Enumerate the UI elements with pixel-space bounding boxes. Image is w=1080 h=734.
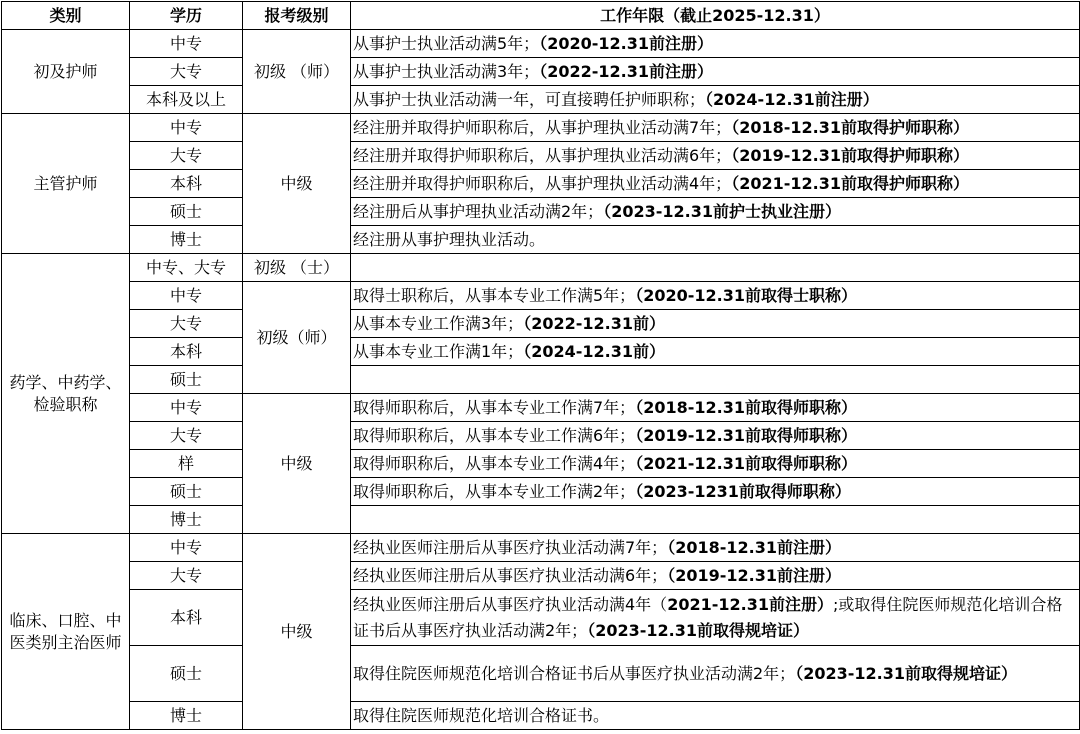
education-cell: 博士 (130, 506, 243, 534)
category-cell: 药学、中药学、检验职称 (2, 254, 130, 534)
table-row (2, 282, 1080, 310)
header-category: 类别 (2, 2, 130, 30)
table-row (2, 506, 1080, 534)
table-row (2, 450, 1080, 478)
category-cell: 临床、口腔、中医类别主治医师 (2, 534, 130, 730)
table-row (2, 170, 1080, 198)
requirement-cell (351, 506, 1080, 534)
education-cell: 中专 (130, 534, 243, 562)
table-row (2, 590, 1080, 646)
level-cell: 中级 (243, 534, 351, 730)
education-cell: 博士 (130, 702, 243, 730)
table-row (2, 198, 1080, 226)
header-level: 报考级别 (243, 2, 351, 30)
requirement-cell: 经注册后从事护理执业活动满2年；（2023-12.31前护士执业注册） (351, 198, 1080, 226)
requirement-cell: 取得住院医师规范化培训合格证书。 (351, 702, 1080, 730)
education-cell: 中专 (130, 114, 243, 142)
level-cell: 中级 (243, 114, 351, 254)
table-row (2, 562, 1080, 590)
header-row (2, 2, 1080, 30)
level-cell: 初级 （士） (243, 254, 351, 282)
table-row (2, 254, 1080, 282)
requirement-cell: 从事本专业工作满3年；（2022-12.31前） (351, 310, 1080, 338)
header-education: 学历 (130, 2, 243, 30)
table-row (2, 86, 1080, 114)
requirement-cell: 取得师职称后，从事本专业工作满4年；（2021-12.31前取得师职称） (351, 450, 1080, 478)
requirement-cell: 经执业医师注册后从事医疗执业活动满7年；（2018-12.31前注册） (351, 534, 1080, 562)
education-cell: 样 (130, 450, 243, 478)
requirement-cell: 从事本专业工作满1年；（2024-12.31前） (351, 338, 1080, 366)
table-row (2, 310, 1080, 338)
education-cell: 大专 (130, 422, 243, 450)
table-row (2, 478, 1080, 506)
table-row (2, 394, 1080, 422)
requirement-cell: 经注册并取得护师职称后，从事护理执业活动满4年；（2021-12.31前取得护师职称） (351, 170, 1080, 198)
table-row (2, 702, 1080, 730)
requirement-cell: 经执业医师注册后从事医疗执业活动满6年；（2019-12.31前注册） (351, 562, 1080, 590)
requirement-cell: 取得士职称后，从事本专业工作满5年；（2020-12.31前取得士职称） (351, 282, 1080, 310)
education-cell: 中专 (130, 282, 243, 310)
table-row (2, 366, 1080, 394)
table-row (2, 534, 1080, 562)
education-cell: 大专 (130, 58, 243, 86)
education-cell: 硕士 (130, 198, 243, 226)
education-cell: 本科 (130, 590, 243, 646)
education-cell: 中专 (130, 394, 243, 422)
education-cell: 硕士 (130, 366, 243, 394)
table-row (2, 646, 1080, 702)
table-row (2, 142, 1080, 170)
table-row (2, 58, 1080, 86)
requirement-cell: 经执业医师注册后从事医疗执业活动满4年（2021-12.31前注册）;或取得住院医师规范化培训合格证书后从事医疗执业活动满2年；（2023-12.31前取得规培证） (351, 590, 1080, 646)
requirement-cell (351, 254, 1080, 282)
education-cell: 本科 (130, 338, 243, 366)
education-cell: 大专 (130, 310, 243, 338)
requirement-cell: 从事护士执业活动满5年；（2020-12.31前注册） (351, 30, 1080, 58)
requirement-cell: 取得师职称后，从事本专业工作满2年；（2023-1231前取得师职称） (351, 478, 1080, 506)
table-row (2, 30, 1080, 58)
education-cell: 本科 (130, 170, 243, 198)
table-row (2, 226, 1080, 254)
requirement-cell: 经注册并取得护师职称后，从事护理执业活动满6年；（2019-12.31前取得护师职称） (351, 142, 1080, 170)
education-cell: 中专、大专 (130, 254, 243, 282)
requirement-cell: 经注册并取得护师职称后，从事护理执业活动满7年；（2018-12.31前取得护师职称） (351, 114, 1080, 142)
category-cell: 主管护师 (2, 114, 130, 254)
requirement-cell: 从事护士执业活动满3年；（2022-12.31前注册） (351, 58, 1080, 86)
table-row (2, 114, 1080, 142)
requirement-cell: 取得住院医师规范化培训合格证书后从事医疗执业活动满2年；（2023-12.31前取得规培证） (351, 646, 1080, 702)
requirement-cell: 取得师职称后，从事本专业工作满6年；（2019-12.31前取得师职称） (351, 422, 1080, 450)
qualification-table (1, 1, 1080, 730)
category-cell: 初及护师 (2, 30, 130, 114)
level-cell: 初级（师） (243, 282, 351, 394)
education-cell: 博士 (130, 226, 243, 254)
education-cell: 硕士 (130, 646, 243, 702)
education-cell: 中专 (130, 30, 243, 58)
requirement-cell (351, 366, 1080, 394)
requirement-cell: 取得师职称后，从事本专业工作满7年；（2018-12.31前取得师职称） (351, 394, 1080, 422)
requirement-cell: 经注册从事护理执业活动。 (351, 226, 1080, 254)
education-cell: 大专 (130, 562, 243, 590)
education-cell: 本科及以上 (130, 86, 243, 114)
table-row (2, 422, 1080, 450)
header-work-years: 工作年限（截止2025-12.31） (351, 2, 1080, 30)
requirement-cell: 从事护士执业活动满一年，可直接聘任护师职称；（2024-12.31前注册） (351, 86, 1080, 114)
level-cell: 初级 （师） (243, 30, 351, 114)
table-row (2, 338, 1080, 366)
level-cell: 中级 (243, 394, 351, 534)
education-cell: 大专 (130, 142, 243, 170)
education-cell: 硕士 (130, 478, 243, 506)
